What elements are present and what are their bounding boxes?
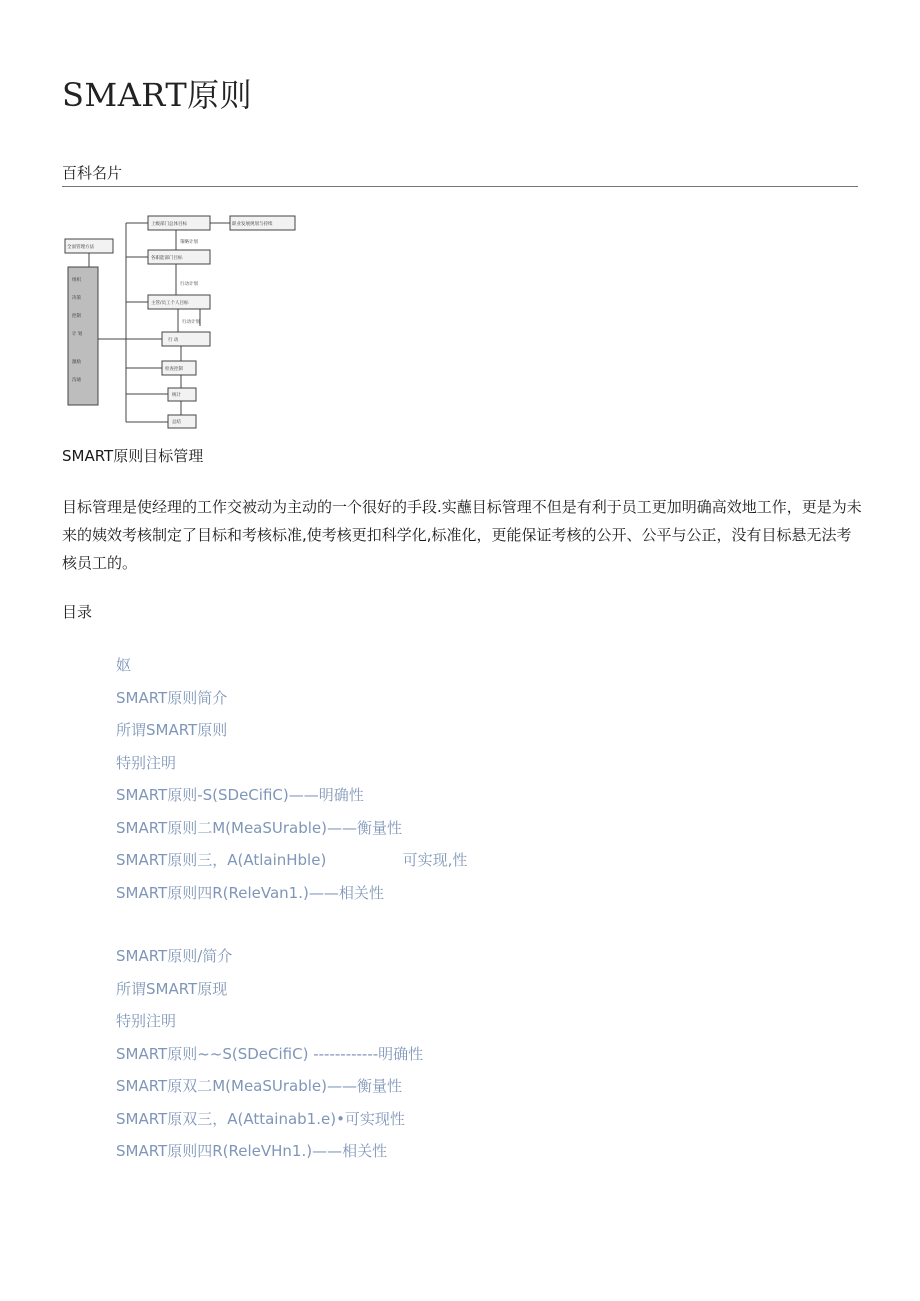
toc-item[interactable] bbox=[116, 1005, 423, 1038]
diagram-label-flow-5: 检查控制 bbox=[165, 367, 183, 372]
toc-link[interactable]: SMART原则-S(SDeCifiC)——明确性 bbox=[116, 786, 364, 804]
target-management-flow-diagram bbox=[60, 212, 305, 440]
diagram-caption: SMART原则目标管理 bbox=[62, 447, 204, 465]
diagram-label-left-top: 全面管理方法 bbox=[67, 245, 94, 250]
diagram-label-left-6: 沟通 bbox=[72, 378, 81, 383]
diagram-label-side: 职业发展规划与持续 bbox=[232, 222, 273, 227]
toc-item[interactable] bbox=[116, 747, 467, 780]
diagram-label-left-3: 控制 bbox=[72, 314, 81, 319]
toc-link[interactable]: 妪 bbox=[116, 656, 132, 674]
toc-item[interactable] bbox=[116, 714, 467, 747]
toc-link[interactable]: SMART原则四R(ReleVHn1.)——相关性 bbox=[116, 1142, 388, 1160]
toc-link[interactable]: SMART原则三，A(AtlainHble) 可实现,性 bbox=[116, 851, 468, 869]
toc-link[interactable]: 所谓SMART原现 bbox=[116, 979, 228, 998]
toc-item[interactable] bbox=[116, 682, 467, 715]
diagram-label-left-4: 计 划 bbox=[72, 332, 83, 337]
toc-item[interactable] bbox=[116, 779, 467, 812]
intro-paragraph: 目标管理是使经理的工作交被动为主动的一个很好的手段.实蘸目标管理不但是有利于员工更加明确高效地工作，更是为未来的姨效考核制定了目标和考核标准,使考核更扣科学化,标准化，更能保证考核的公开、公平与公正，没有目标悬无法考核员工的。 bbox=[62, 498, 862, 572]
toc-item[interactable] bbox=[116, 1103, 423, 1136]
diagram-label-flow-6: 统计 bbox=[172, 393, 181, 398]
diagram-label-flow-1: 上级部门总体目标 bbox=[151, 222, 187, 227]
toc-item[interactable] bbox=[116, 812, 467, 845]
toc-item[interactable] bbox=[116, 844, 467, 877]
toc-list-primary bbox=[116, 649, 467, 909]
toc-link[interactable]: SMART原双二M(MeaSUrable)——衡量性 bbox=[116, 1077, 403, 1095]
toc-item[interactable] bbox=[116, 1038, 423, 1071]
diagram-arrow-label-2: 行动计划 bbox=[180, 282, 198, 287]
diagram-arrow-label-1: 策略计划 bbox=[180, 240, 198, 245]
toc-link[interactable]: 特别注明 bbox=[116, 753, 177, 772]
diagram-label-left-2: 决策 bbox=[72, 296, 81, 301]
diagram-label-flow-4: 行 动 bbox=[168, 338, 179, 343]
toc-link[interactable]: SMART原则~~S(SDeCifiC) ------------明确性 bbox=[116, 1044, 424, 1063]
diagram-label-flow-7: 总结 bbox=[172, 420, 181, 425]
diagram-label-flow-3: 主管/员工个人目标 bbox=[151, 301, 189, 306]
toc-item[interactable] bbox=[116, 1135, 423, 1168]
toc-link[interactable]: 所谓SMART原则 bbox=[116, 721, 228, 739]
diagram-label-left-5: 激励 bbox=[72, 360, 81, 365]
diagram-arrow-label-3: 行动计划 bbox=[182, 320, 200, 325]
toc-link[interactable]: SMART原则二M(MeaSUrable)——衡量性 bbox=[116, 818, 403, 837]
toc-list-secondary bbox=[116, 940, 423, 1168]
toc-link[interactable]: SMART原则四R(ReleVan1.)——相关性 bbox=[116, 883, 384, 902]
diagram-label-left-1: 组织 bbox=[72, 278, 81, 283]
section-heading-baike-card: 百科名片 bbox=[62, 162, 858, 187]
toc-link[interactable]: SMART原则简介 bbox=[116, 688, 228, 707]
toc-link[interactable]: SMART原双三，A(Attainab1.e)•可实现性 bbox=[116, 1109, 405, 1128]
page-title: SMART原则 bbox=[62, 76, 253, 114]
toc-item[interactable] bbox=[116, 649, 467, 682]
toc-link[interactable]: 特别注明 bbox=[116, 1012, 177, 1030]
toc-item[interactable] bbox=[116, 973, 423, 1006]
diagram-label-flow-2: 各职能部门目标 bbox=[151, 256, 183, 261]
toc-heading: 目录 bbox=[62, 603, 93, 621]
toc-item[interactable] bbox=[116, 940, 423, 973]
toc-item[interactable] bbox=[116, 1070, 423, 1103]
toc-item[interactable] bbox=[116, 877, 467, 910]
toc-link[interactable]: SMART原则∕简介 bbox=[116, 947, 233, 965]
